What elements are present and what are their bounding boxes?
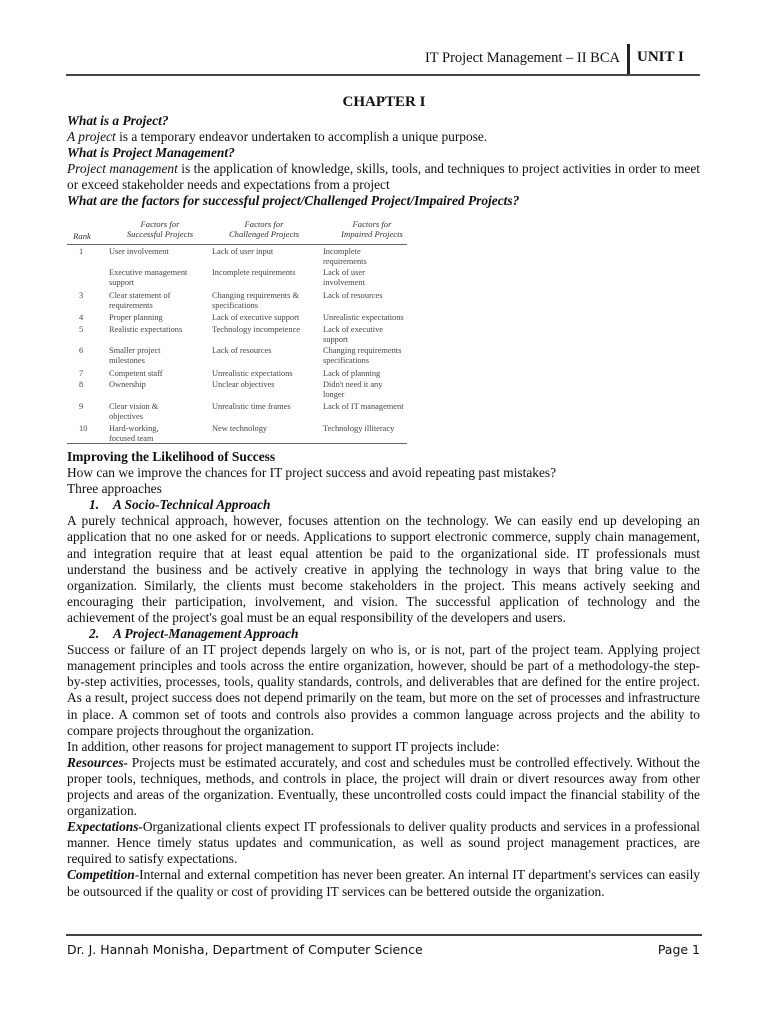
table-cell-line: specifications (212, 300, 259, 310)
table-cell-line: objectives (109, 411, 143, 421)
competition-term: Competition (67, 867, 135, 883)
table-cell-impaired (323, 402, 404, 412)
resources-paragraph (67, 755, 700, 819)
other-reasons: In addition, other reasons for project management to support IT projects include: (67, 738, 500, 754)
table-cell-impaired (323, 291, 383, 301)
table-rank-cell: 7 (79, 369, 84, 378)
project-definition (67, 129, 700, 145)
table-cell-line: Technology illiteracy (323, 424, 395, 433)
table-cell-line: Lack of user (323, 268, 365, 277)
approach1-heading (67, 497, 700, 513)
table-cell-line: Ownership (109, 380, 146, 389)
table-cell-impaired (323, 325, 383, 344)
improving-section (67, 449, 700, 900)
table-cell-line: Changing requirements & (212, 291, 299, 300)
table-cell-successful (109, 380, 146, 390)
table-cell-line: Competent staff (109, 369, 163, 378)
table-cell-successful (109, 402, 158, 421)
table-cell-line: requirements (109, 300, 153, 310)
table-rank-cell: 4 (79, 313, 84, 322)
improving-title: Improving the Likelihood of Success (67, 449, 276, 464)
table-cell-line: Incomplete (323, 247, 361, 256)
header-course-title: IT Project Management – II BCA (424, 50, 620, 66)
table-rank-cell: 1 (79, 247, 84, 256)
approach2-paragraph: Success or failure of an IT project depends largely on who is, or is not, part of the project team. Applying project management principles and tools across the entire organization, however, should be part of a methodology-the step-by-step activities, processes, tools, quality standards, controls, and deliverables that are defined for the entire project. As a result, project success does not depend primarily on the team, but more on the set of processes and infrastructure in place. A common set of toots and controls also provides a common language across projects and the ability to compare projects throughout the organization. (67, 642, 700, 738)
table-cell-line: Lack of IT management (323, 402, 404, 411)
table-cell-challenged (212, 291, 299, 310)
footer-rule (66, 934, 702, 936)
table-cell-challenged (212, 424, 267, 434)
three-approaches-label: Three approaches (67, 481, 162, 497)
table-cell-successful (109, 325, 182, 335)
table-cell-successful (109, 291, 170, 310)
expectations-text: Organizational clients expect IT professionals to deliver quality products and services in a professional manner. Hence timely status updates and communication, as well as sound project management practices, are required to satisfy expectations. (67, 819, 700, 867)
table-rank-cell: 9 (79, 402, 84, 411)
table-cell-successful (109, 247, 169, 257)
approach2-title: A Project-Management Approach (113, 626, 299, 642)
chapter-title: CHAPTER I (342, 94, 426, 110)
table-cell-challenged (212, 247, 273, 257)
table-rank-cell: 10 (79, 424, 88, 433)
header-rule (66, 74, 700, 76)
table-cell-challenged (212, 325, 300, 335)
table-cell-impaired (323, 313, 404, 323)
table-cell-impaired (323, 424, 394, 434)
table-cell-line: support (323, 334, 349, 344)
table-cell-impaired (323, 247, 367, 266)
table-cell-line: focused team (109, 433, 154, 443)
table-cell-line: Unrealistic time frames (212, 402, 291, 411)
factors-table (67, 216, 407, 446)
table-cell-challenged (212, 402, 291, 412)
table-header-successful (105, 220, 215, 239)
table-header-successful-line1: Factors for (140, 219, 180, 229)
table-cell-line: support (109, 277, 135, 287)
table-header-rule (67, 244, 407, 245)
table-cell-challenged (212, 369, 293, 379)
project-definition-text: is a temporary endeavor undertaken to accomplish a unique purpose. (115, 129, 488, 145)
table-cell-successful (109, 268, 187, 287)
table-cell-impaired (323, 268, 365, 287)
table-cell-line: Proper planning (109, 313, 163, 322)
table-header-rank: Rank (73, 231, 91, 241)
table-cell-line: Lack of executive support (212, 313, 300, 322)
header-separator (627, 44, 630, 76)
table-cell-line: longer (323, 389, 345, 399)
table-cell-successful (109, 313, 163, 323)
footer-author: Dr. J. Hannah Monisha, Department of Computer Science (67, 942, 423, 957)
table-cell-impaired (323, 346, 401, 365)
competition-text: -Internal and external competition has never been greater. An internal IT department's services can easily be outsourced if the quality or cost of providing IT services can be bettered outside the organization. (67, 867, 700, 899)
pm-definition (67, 161, 700, 193)
approach1-paragraph: A purely technical approach, however, focuses attention on the technology. We can easily end up developing an application that no one asked for or needs. Applications to support electronic commerce, supply chain management, and integration require that at least equal attention be paid to the organizational side. IT professionals must understand the business and be actively creative in applying the technology in ways that bring value to the organization. Similarly, the clients must become stakeholders in the project. This means actively seeking and encouraging their participation, involvement, and vision. The successful application of technology and the achievement of the project's goal must be an equal responsibility of the developers and users. (67, 513, 700, 625)
table-cell-line: User involvement (109, 247, 169, 256)
table-cell-successful (109, 346, 160, 365)
question-what-is-pm: What is Project Management? (67, 145, 235, 161)
table-rank-cell: 3 (79, 291, 84, 300)
table-cell-line: Clear vision & (109, 402, 159, 411)
table-header-challenged-line2: Challenged Projects (228, 228, 300, 239)
table-cell-line: New technology (212, 424, 268, 433)
table-cell-line: specifications (323, 355, 370, 365)
table-cell-line: Didn't need it any (323, 380, 383, 389)
pm-term: Project management (67, 161, 178, 177)
table-bottom-rule (67, 443, 407, 444)
table-cell-line: Lack of user input (212, 247, 274, 256)
table-cell-line: Realistic expectations (109, 325, 183, 334)
resources-term: Resources- (67, 754, 128, 770)
expectations-term: Expectations- (67, 819, 143, 835)
table-cell-line: requirements (323, 256, 367, 266)
question-what-is-project: What is a Project? (67, 113, 169, 128)
table-header-impaired-line2: Impaired Projects (341, 228, 403, 239)
table-cell-line: Lack of resources (212, 346, 272, 355)
table-cell-challenged (212, 380, 275, 390)
approach1-number: 1. (89, 497, 100, 513)
table-cell-successful (109, 424, 159, 443)
table-cell-line: Executive management (109, 268, 188, 277)
table-cell-impaired (323, 380, 382, 399)
intro-section (67, 113, 700, 210)
competition-paragraph (67, 867, 700, 899)
table-cell-line: involvement (323, 277, 365, 287)
table-cell-line: Changing requirements (323, 346, 402, 355)
table-cell-line: Clear statement of (109, 291, 171, 300)
header-unit-label: UNIT I (637, 49, 684, 65)
table-rank-cell: 8 (79, 380, 84, 389)
table-header-successful-line2: Successful Projects (126, 228, 194, 239)
table-cell-challenged (212, 346, 272, 356)
table-cell-line: Technology incompetence (212, 325, 301, 334)
table-cell-line: Incomplete requirements (212, 268, 296, 277)
improving-question: How can we improve the chances for IT project success and avoid repeating past mistakes? (67, 465, 557, 481)
table-header-impaired (317, 220, 427, 239)
pm-definition-text: is the application of knowledge, skills, tools, and techniques to project activities in order to meet or exceed stakeholder needs and expectations from a project (67, 161, 700, 193)
table-cell-impaired (323, 369, 380, 379)
table-cell-line: Lack of planning (323, 369, 381, 378)
table-header-impaired-line1: Factors for (352, 219, 392, 229)
approach1-title: A Socio-Technical Approach (113, 497, 271, 513)
table-cell-line: Lack of executive (323, 325, 383, 334)
approach2-number: 2. (89, 626, 100, 642)
resources-text: Projects must be estimated accurately, and cost and schedules must be controlled effectively. Without the proper tools, techniques, methods, and controls in place, the project will drain or divert resources away from other projects and areas of the organization. Eventually, these uncontrolled costs could impact the financial stability of the organization. (67, 754, 700, 819)
table-cell-line: milestones (109, 355, 145, 365)
table-rank-cell: 6 (79, 346, 84, 355)
table-cell-line: Unrealistic expectations (323, 313, 404, 322)
table-cell-line: Hard-working, (109, 424, 159, 433)
table-header-challenged-line1: Factors for (244, 219, 284, 229)
table-cell-line: Unrealistic expectations (212, 369, 293, 378)
footer-page-number: Page 1 (657, 942, 700, 957)
approach2-heading (67, 626, 700, 642)
table-cell-line: Lack of resources (323, 291, 383, 300)
expectations-paragraph (67, 819, 700, 867)
table-rank-cell: 5 (79, 325, 84, 334)
table-header-challenged (209, 220, 319, 239)
table-cell-successful (109, 369, 163, 379)
table-cell-challenged (212, 268, 295, 278)
table-cell-line: Unclear objectives (212, 380, 275, 389)
table-cell-challenged (212, 313, 299, 323)
table-cell-line: Smaller project (109, 346, 161, 355)
project-term: A project (67, 129, 116, 145)
question-factors: What are the factors for successful project/Challenged Project/Impaired Projects? (67, 193, 520, 209)
